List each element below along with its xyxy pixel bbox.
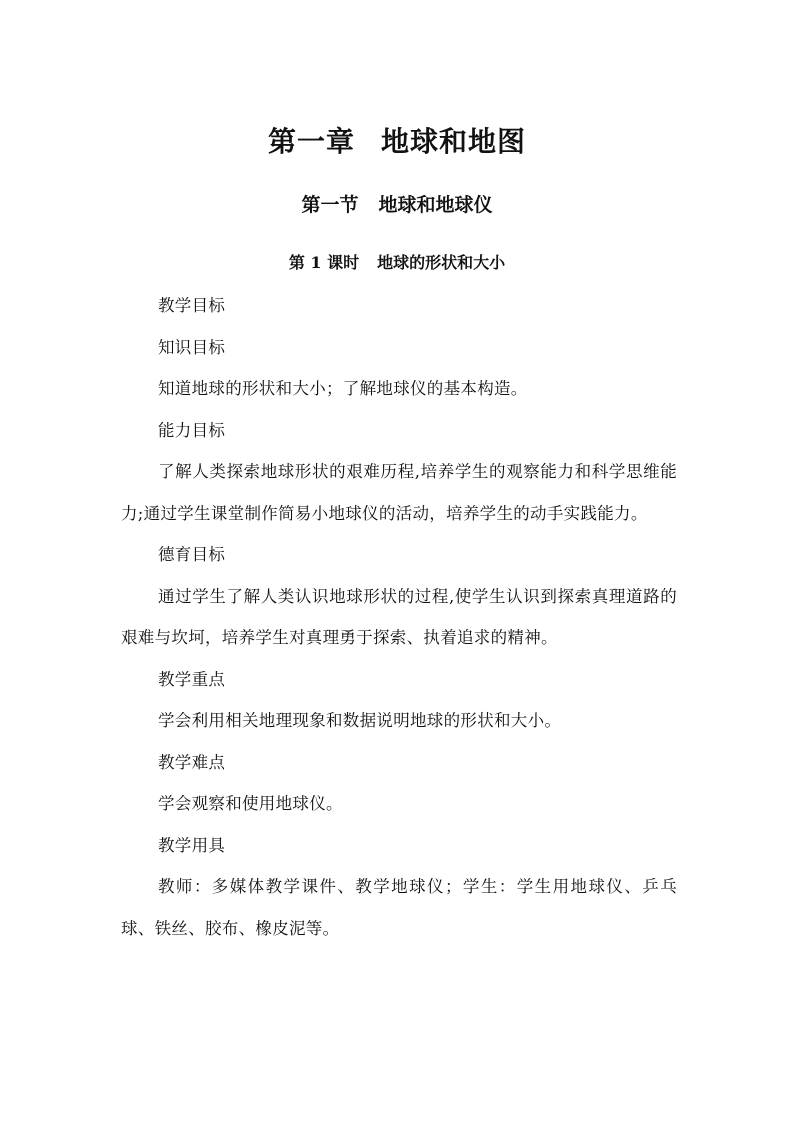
paragraph-knowledge-goals: 知道地球的形状和大小；了解地球仪的基本构造。 xyxy=(158,379,528,398)
section-name: 地球和地球仪 xyxy=(378,194,493,216)
lesson-body xyxy=(121,285,677,949)
heading-teaching-goals: 教学目标 xyxy=(158,296,226,315)
heading-knowledge-goals: 知识目标 xyxy=(158,337,226,357)
paragraph-difficult-points: 学会观察和使用地球仪。 xyxy=(158,794,343,813)
heading-difficult-points: 教学难点 xyxy=(158,752,226,772)
chapter-name: 地球和地图 xyxy=(381,125,527,158)
heading-moral-goals: 德育目标 xyxy=(158,545,226,564)
heading-teaching-tools: 教学用具 xyxy=(158,835,226,855)
heading-key-points: 教学重点 xyxy=(158,669,226,689)
heading-ability-goals: 能力目标 xyxy=(158,420,226,440)
lesson-number: 第 1 课时 xyxy=(288,253,360,272)
section-title xyxy=(0,190,794,217)
lesson-name: 地球的形状和大小 xyxy=(377,253,506,272)
section-number: 第一节 xyxy=(301,194,359,216)
paragraph-ability-goals: 了解人类探索地球形状的艰难历程,培养学生的观察能力和科学思维能力;通过学生课堂制作简易小地球仪的活动，培养学生的动手实践能力。 xyxy=(121,462,677,523)
chapter-number: 第一章 xyxy=(267,125,355,158)
paragraph-key-points: 学会利用相关地理现象和数据说明地球的形状和大小。 xyxy=(158,711,562,730)
lesson-title xyxy=(0,250,794,273)
chapter-title xyxy=(0,120,794,160)
paragraph-moral-goals: 通过学生了解人类认识地球形状的过程,使学生认识到探索真理道路的艰难与坎坷，培养学生对真理勇于探索、执着追求的精神。 xyxy=(121,586,677,647)
paragraph-teaching-tools: 教师：多媒体教学课件、教学地球仪；学生：学生用地球仪、乒乓球、铁丝、胶布、橡皮泥等。 xyxy=(121,877,677,938)
